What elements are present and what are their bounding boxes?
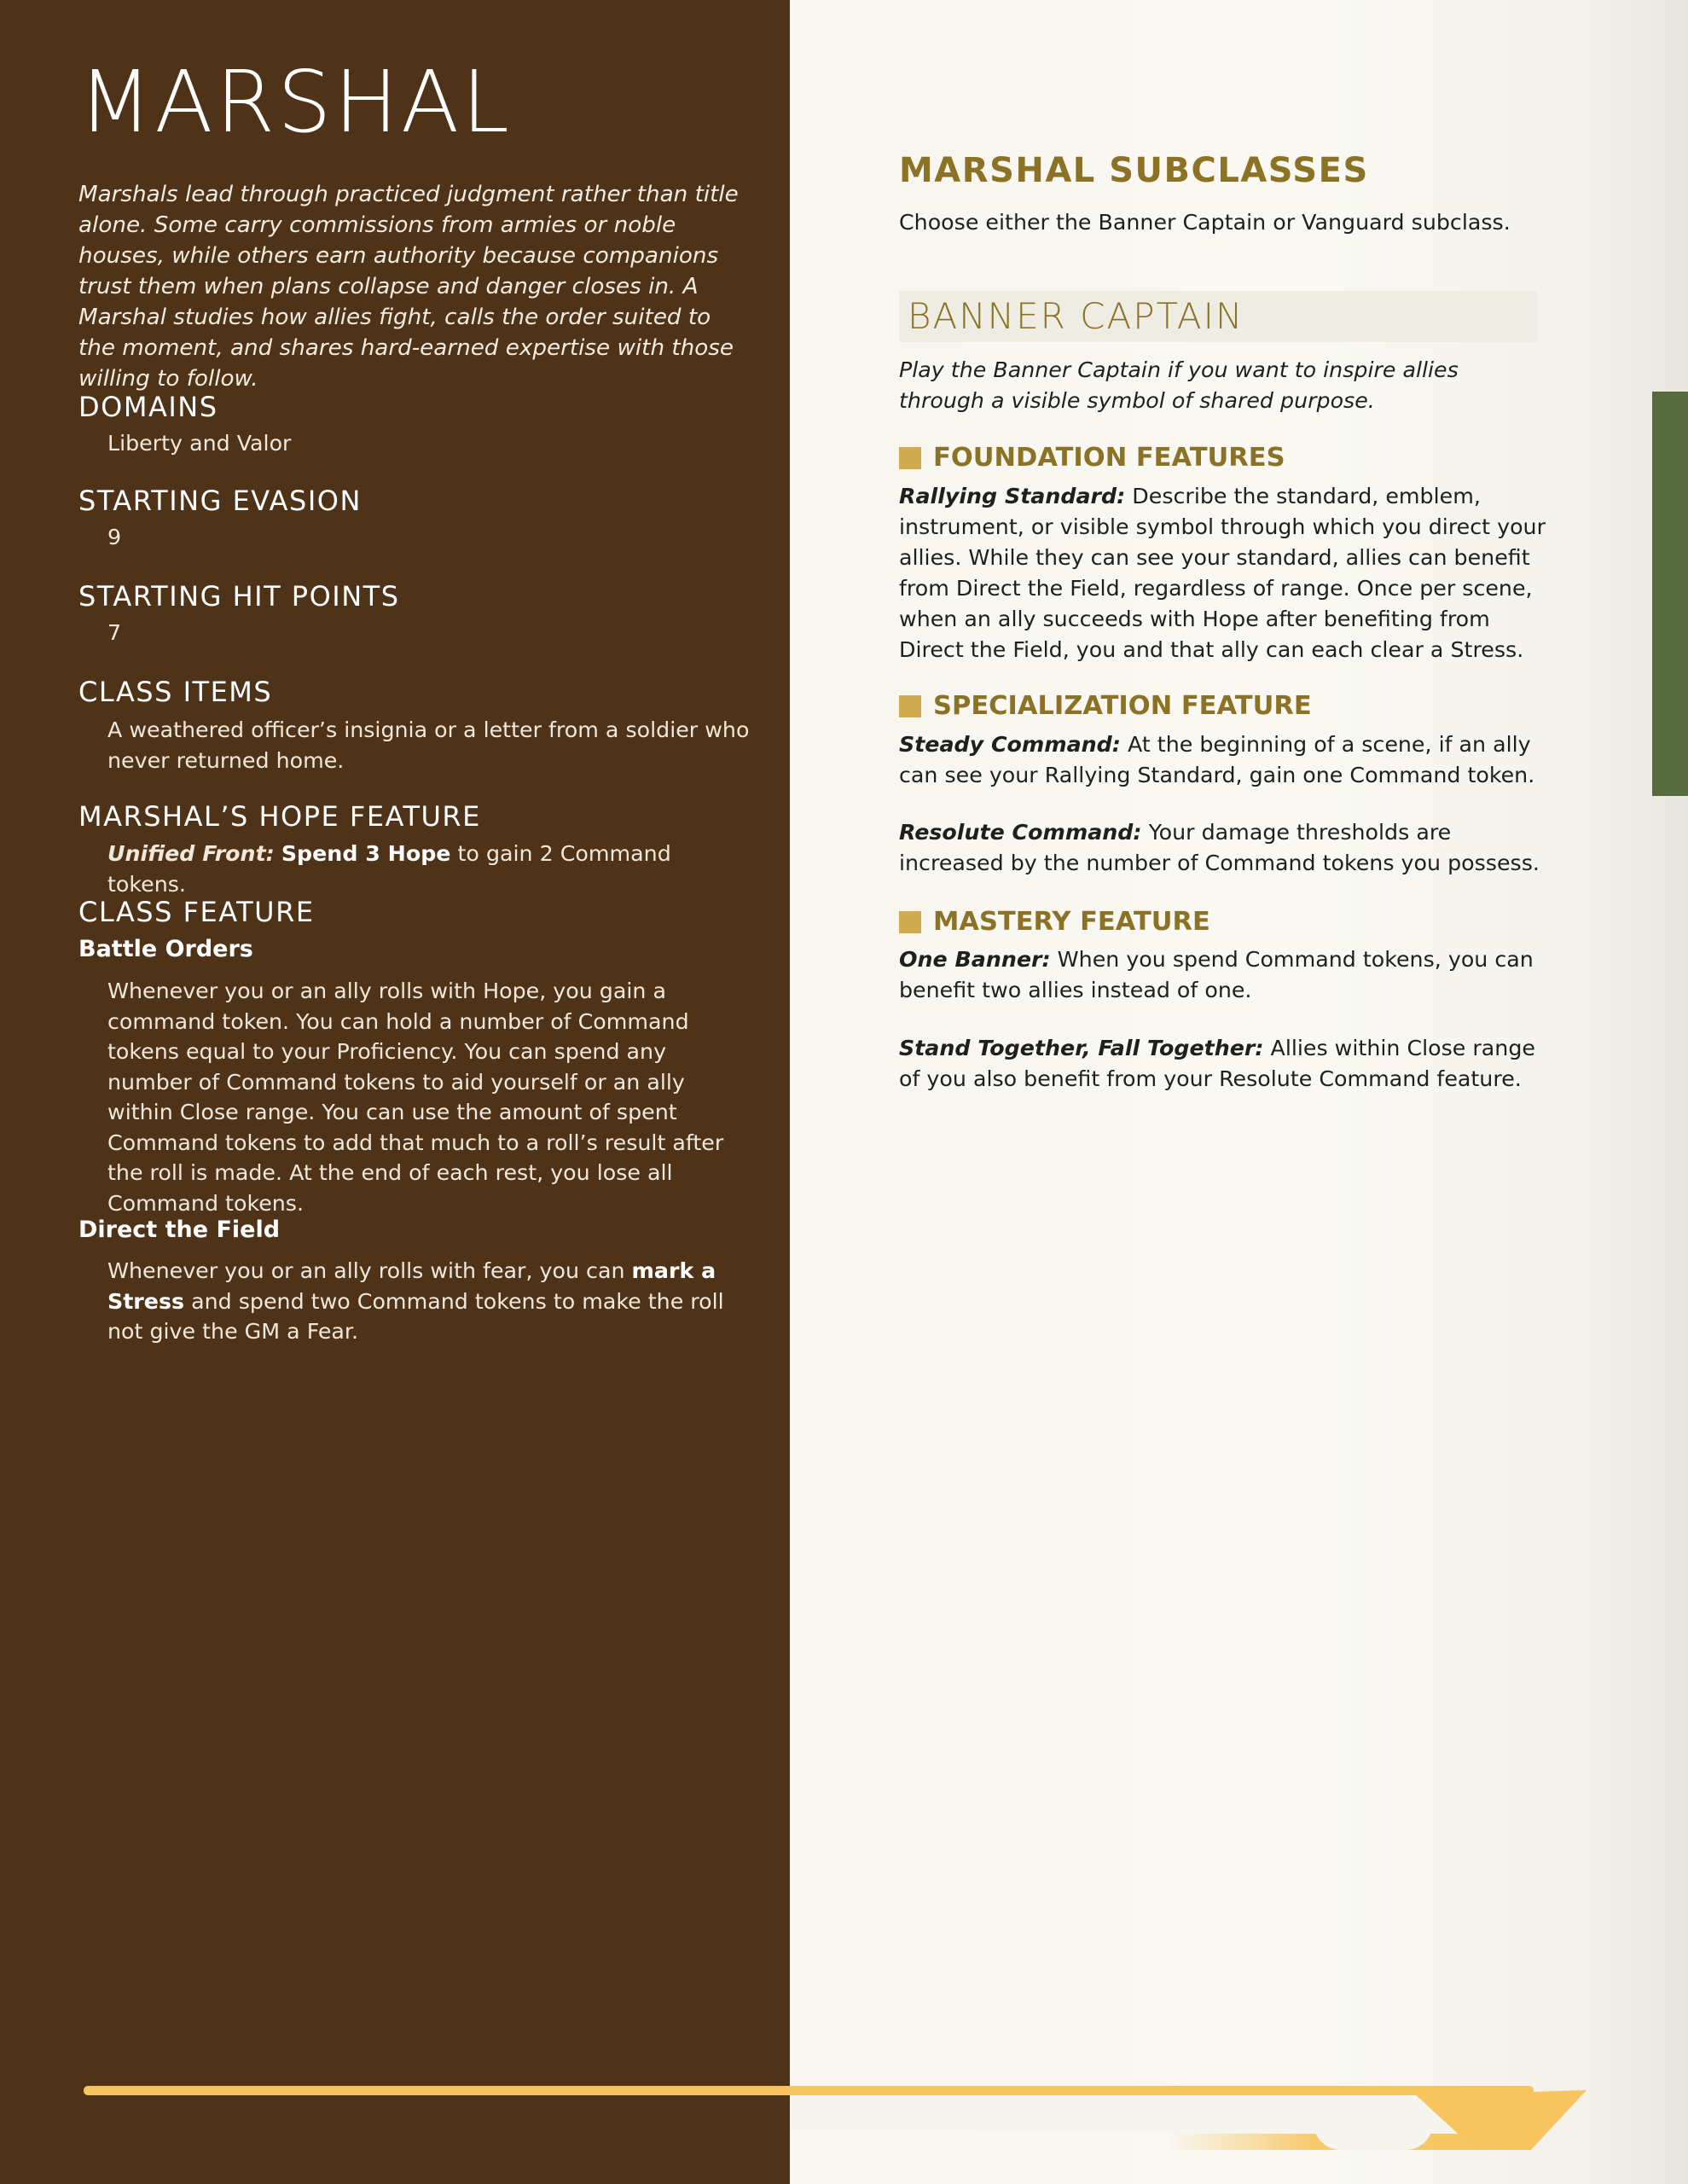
subclass-name: BANNER CAPTAIN [908,295,1244,337]
hope-feature-name: Unified Front: [107,841,275,866]
footer-decorative-bar [0,2065,1688,2184]
mastery-heading [899,909,1210,936]
specialization-text-1 [899,729,1547,791]
specialization-heading-label: SPECIALIZATION FEATURE [933,691,1312,721]
resolute-command-name: Resolute Command: [899,820,1142,845]
hope-feature-cost: Spend 3 Hope [281,841,451,866]
hope-feature-text [107,839,756,899]
direct-the-field-text [107,1256,756,1347]
bullet-square-icon [899,695,921,717]
domains-value: Liberty and Valor [107,431,292,456]
subclasses-choose: Choose either the Banner Captain or Vanguard subclass. [899,210,1511,235]
foundation-feature-name: Rallying Standard: [899,484,1126,508]
direct-the-field-text-a: Whenever you or an ally rolls with fear, you can [107,1258,632,1283]
steady-command-name: Steady Command: [899,732,1121,757]
class-feature-heading: CLASS FEATURE [78,896,315,928]
foundation-heading-label: FOUNDATION FEATURES [933,443,1285,473]
chapter-tab [1652,392,1688,796]
evasion-value: 9 [107,525,122,549]
hit-points-value: 7 [107,620,122,645]
foundation-feature-text: Describe the standard, emblem, instrument, or visible symbol through which you direct your allies. While they can see your standard, allies can benefit from Direct the Field, regardless of range. Once per scene, when an ally succeeds with Hope after benefiting from Direct the Field, you and that ally can each clear a Stress. [899,484,1546,662]
foundation-heading [899,445,1285,472]
class-items-heading: CLASS ITEMS [78,676,273,708]
subclass-banner [899,291,1537,342]
direct-the-field-bold: mark a Stress [107,1258,716,1314]
evasion-heading: STARTING EVASION [78,485,362,517]
resolute-command-text: Your damage thresholds are increased by the number of Command tokens you possess. [899,820,1540,875]
steady-command-text: At the beginning of a scene, if an ally can see your Rallying Standard, gain one Command token. [899,732,1535,787]
one-banner-text: When you spend Command tokens, you can benefit two allies instead of one. [899,947,1534,1002]
class-intro: Marshals lead through practiced judgment rather than title alone. Some carry commissions from armies or noble houses, while others earn authority because companions trust them when plans collapse and danger closes in. A Marshal studies how allies fight, calls the order suited to the moment, and shares hard-earned expertise with those willing to follow. [78,182,739,392]
class-title: MARSHAL [78,52,512,152]
mastery-text-1 [899,944,1547,1006]
direct-the-field-title: Direct the Field [78,1217,281,1243]
specialization-heading [899,691,1312,721]
hope-feature-heading: MARSHAL’S HOPE FEATURE [78,800,481,833]
one-banner-name: One Banner: [899,947,1051,972]
bullet-square-icon [899,911,921,933]
hope-feature-effect: to gain 2 Command tokens. [107,841,671,897]
stand-together-text: Allies within Close range of you also benefit from your Resolute Command feature. [899,1036,1535,1091]
class-items-value: A weathered officer’s insignia or a letter from a soldier who never returned home. [107,717,750,773]
domains-heading: DOMAINS [78,391,218,423]
hit-points-heading: STARTING HIT POINTS [78,580,400,613]
mastery-heading-label: MASTERY FEATURE [933,907,1210,937]
stand-together-name: Stand Together, Fall Together: [899,1036,1264,1060]
subclass-tagline: Play the Banner Captain if you want to inspire allies through a visible symbol of shared purpose. [899,357,1459,413]
specialization-text-2 [899,817,1547,879]
foundation-text [899,481,1547,665]
mastery-text-2 [899,1033,1547,1095]
battle-orders-text: Whenever you or an ally rolls with Hope, you gain a command token. You can hold a number of Command tokens equal to your Proficiency. You can spend any number of Command tokens to aid yourself or an ally within Close range. You can use the amount of spent Command tokens to add that much to a roll’s result after the roll is made. At the end of each rest, you lose all Command tokens. [107,979,724,1216]
battle-orders-title: Battle Orders [78,936,253,962]
bullet-square-icon [899,447,921,469]
direct-the-field-text-b: and spend two Command tokens to make the roll not give the GM a Fear. [107,1288,724,1344]
subclasses-heading: MARSHAL SUBCLASSES [899,151,1369,190]
